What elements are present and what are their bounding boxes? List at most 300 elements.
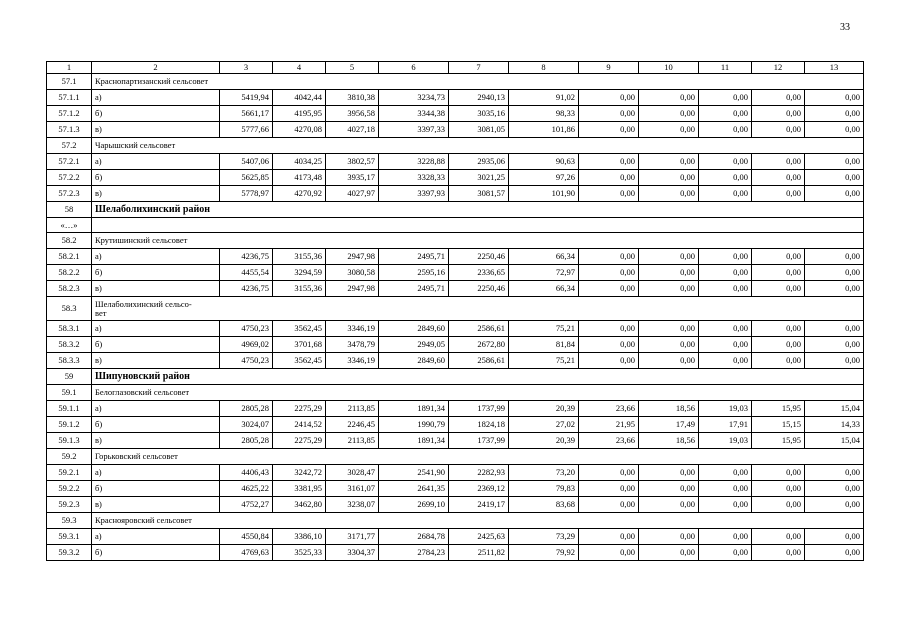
- group-row: [47, 138, 864, 154]
- value-cell: 98,33: [509, 106, 579, 122]
- column-header-12: 12: [752, 62, 805, 74]
- value-cell: 4195,95: [273, 106, 326, 122]
- value-cell: 2949,05: [379, 337, 449, 353]
- row-code: 59.1: [47, 385, 92, 401]
- value-cell: 0,00: [699, 481, 752, 497]
- value-cell: 2684,78: [379, 529, 449, 545]
- value-cell: 4406,43: [220, 465, 273, 481]
- value-cell: 1891,34: [379, 433, 449, 449]
- value-cell: 19,03: [699, 433, 752, 449]
- council-name: Краснояровский сельсовет: [92, 513, 864, 529]
- group-row: [47, 233, 864, 249]
- value-cell: 4752,27: [220, 497, 273, 513]
- value-cell: 5661,17: [220, 106, 273, 122]
- value-cell: 2947,98: [326, 249, 379, 265]
- value-cell: 0,00: [805, 337, 864, 353]
- value-cell: 0,00: [579, 170, 639, 186]
- row-variant: б): [92, 545, 220, 561]
- value-cell: 0,00: [579, 186, 639, 202]
- row-variant: б): [92, 337, 220, 353]
- row-variant: а): [92, 529, 220, 545]
- row-variant: б): [92, 481, 220, 497]
- column-header-7: 7: [449, 62, 509, 74]
- district-row: [47, 369, 864, 385]
- value-cell: 2699,10: [379, 497, 449, 513]
- table-row: [47, 353, 864, 369]
- district-name: Шелаболихинский район: [92, 202, 864, 218]
- value-cell: 20,39: [509, 401, 579, 417]
- value-cell: 2784,23: [379, 545, 449, 561]
- table-row: [47, 122, 864, 138]
- value-cell: 4969,02: [220, 337, 273, 353]
- value-cell: 18,56: [639, 401, 699, 417]
- value-cell: 3024,07: [220, 417, 273, 433]
- value-cell: 0,00: [805, 106, 864, 122]
- column-header-6: 6: [379, 62, 449, 74]
- value-cell: 3328,33: [379, 170, 449, 186]
- value-cell: 15,04: [805, 433, 864, 449]
- value-cell: 0,00: [639, 186, 699, 202]
- value-cell: 0,00: [639, 249, 699, 265]
- value-cell: 1737,99: [449, 401, 509, 417]
- row-code: 59.3.2: [47, 545, 92, 561]
- value-cell: 72,97: [509, 265, 579, 281]
- value-cell: 0,00: [579, 122, 639, 138]
- value-cell: 2250,46: [449, 249, 509, 265]
- value-cell: 5407,06: [220, 154, 273, 170]
- value-cell: 66,34: [509, 281, 579, 297]
- table-row: [47, 497, 864, 513]
- value-cell: 0,00: [699, 186, 752, 202]
- value-cell: 2849,60: [379, 321, 449, 337]
- value-cell: 3956,58: [326, 106, 379, 122]
- value-cell: 17,91: [699, 417, 752, 433]
- row-variant: б): [92, 417, 220, 433]
- row-variant: а): [92, 249, 220, 265]
- value-cell: 0,00: [805, 170, 864, 186]
- value-cell: 2275,29: [273, 401, 326, 417]
- value-cell: 1891,34: [379, 401, 449, 417]
- value-cell: 2369,12: [449, 481, 509, 497]
- value-cell: 0,00: [699, 337, 752, 353]
- value-cell: 2495,71: [379, 249, 449, 265]
- value-cell: 0,00: [805, 353, 864, 369]
- value-cell: 0,00: [639, 545, 699, 561]
- value-cell: 4750,23: [220, 321, 273, 337]
- value-cell: 3462,80: [273, 497, 326, 513]
- council-name: Чарышский сельсовет: [92, 138, 864, 154]
- value-cell: 17,49: [639, 417, 699, 433]
- row-code: 59.1.3: [47, 433, 92, 449]
- value-cell: 0,00: [752, 281, 805, 297]
- value-cell: 0,00: [752, 337, 805, 353]
- value-cell: 2586,61: [449, 353, 509, 369]
- value-cell: 3228,88: [379, 154, 449, 170]
- value-cell: 0,00: [805, 281, 864, 297]
- value-cell: 2495,71: [379, 281, 449, 297]
- value-cell: 0,00: [699, 154, 752, 170]
- value-cell: 27,02: [509, 417, 579, 433]
- value-cell: 2641,35: [379, 481, 449, 497]
- value-cell: 0,00: [579, 497, 639, 513]
- value-cell: 66,34: [509, 249, 579, 265]
- value-cell: 0,00: [752, 481, 805, 497]
- value-cell: 4173,48: [273, 170, 326, 186]
- omission-row: [47, 218, 864, 233]
- omission-fill: [92, 218, 864, 233]
- value-cell: 0,00: [639, 265, 699, 281]
- value-cell: 0,00: [699, 249, 752, 265]
- value-cell: 2511,82: [449, 545, 509, 561]
- value-cell: 0,00: [639, 106, 699, 122]
- value-cell: 0,00: [752, 106, 805, 122]
- row-variant: а): [92, 321, 220, 337]
- row-code: 57.2.3: [47, 186, 92, 202]
- value-cell: 0,00: [579, 281, 639, 297]
- value-cell: 79,83: [509, 481, 579, 497]
- value-cell: 0,00: [752, 154, 805, 170]
- value-cell: 3562,45: [273, 353, 326, 369]
- table-row: [47, 529, 864, 545]
- table-row: [47, 90, 864, 106]
- value-cell: 0,00: [699, 353, 752, 369]
- value-cell: 3562,45: [273, 321, 326, 337]
- value-cell: 4236,75: [220, 281, 273, 297]
- row-variant: а): [92, 465, 220, 481]
- value-cell: 2849,60: [379, 353, 449, 369]
- row-code: 59.3: [47, 513, 92, 529]
- value-cell: 3346,19: [326, 321, 379, 337]
- value-cell: 3242,72: [273, 465, 326, 481]
- value-cell: 2805,28: [220, 401, 273, 417]
- column-header-1: 1: [47, 62, 92, 74]
- row-code: 57.2.2: [47, 170, 92, 186]
- value-cell: 4042,44: [273, 90, 326, 106]
- value-cell: 0,00: [579, 529, 639, 545]
- value-cell: 18,56: [639, 433, 699, 449]
- value-cell: 2282,93: [449, 465, 509, 481]
- row-code: 58.3: [47, 297, 92, 321]
- value-cell: 2275,29: [273, 433, 326, 449]
- table-row: [47, 281, 864, 297]
- row-code: 59.1.2: [47, 417, 92, 433]
- value-cell: 0,00: [699, 281, 752, 297]
- value-cell: 0,00: [752, 545, 805, 561]
- value-cell: 3171,77: [326, 529, 379, 545]
- value-cell: 0,00: [579, 337, 639, 353]
- value-cell: 5419,94: [220, 90, 273, 106]
- value-cell: 0,00: [699, 106, 752, 122]
- value-cell: 0,00: [579, 90, 639, 106]
- value-cell: 3080,58: [326, 265, 379, 281]
- value-cell: 0,00: [639, 497, 699, 513]
- value-cell: 3478,79: [326, 337, 379, 353]
- value-cell: 0,00: [639, 337, 699, 353]
- row-code: 57.1.2: [47, 106, 92, 122]
- table-row: [47, 545, 864, 561]
- table-body: [47, 74, 864, 561]
- table-row: [47, 154, 864, 170]
- value-cell: 2113,85: [326, 433, 379, 449]
- council-name: Горьковский сельсовет: [92, 449, 864, 465]
- value-cell: 0,00: [752, 170, 805, 186]
- value-cell: 83,68: [509, 497, 579, 513]
- value-cell: 3935,17: [326, 170, 379, 186]
- row-code: 59.2.3: [47, 497, 92, 513]
- row-code: 57.1: [47, 74, 92, 90]
- value-cell: 2336,65: [449, 265, 509, 281]
- value-cell: 3234,73: [379, 90, 449, 106]
- value-cell: 0,00: [805, 497, 864, 513]
- row-code: 59.2.2: [47, 481, 92, 497]
- data-table: [46, 61, 864, 561]
- table-row: [47, 321, 864, 337]
- value-cell: 101,90: [509, 186, 579, 202]
- omission-mark: «…»: [47, 218, 92, 233]
- value-cell: 97,26: [509, 170, 579, 186]
- value-cell: 15,95: [752, 433, 805, 449]
- value-cell: 2947,98: [326, 281, 379, 297]
- value-cell: 3081,05: [449, 122, 509, 138]
- value-cell: 4769,63: [220, 545, 273, 561]
- value-cell: 20,39: [509, 433, 579, 449]
- table-row: [47, 186, 864, 202]
- column-header-5: 5: [326, 62, 379, 74]
- row-variant: в): [92, 497, 220, 513]
- value-cell: 73,20: [509, 465, 579, 481]
- value-cell: 4270,92: [273, 186, 326, 202]
- group-row: [47, 513, 864, 529]
- value-cell: 0,00: [752, 265, 805, 281]
- row-variant: а): [92, 401, 220, 417]
- value-cell: 5778,97: [220, 186, 273, 202]
- value-cell: 0,00: [805, 90, 864, 106]
- council-name: Краснопартизанский сельсовет: [92, 74, 864, 90]
- value-cell: 0,00: [805, 481, 864, 497]
- value-cell: 21,95: [579, 417, 639, 433]
- row-code: 58: [47, 202, 92, 218]
- value-cell: 4750,23: [220, 353, 273, 369]
- value-cell: 2419,17: [449, 497, 509, 513]
- value-cell: 0,00: [579, 265, 639, 281]
- value-cell: 0,00: [639, 481, 699, 497]
- column-header-2: 2: [92, 62, 220, 74]
- value-cell: 0,00: [805, 154, 864, 170]
- value-cell: 0,00: [579, 106, 639, 122]
- value-cell: 0,00: [579, 249, 639, 265]
- value-cell: 0,00: [579, 321, 639, 337]
- value-cell: 0,00: [805, 122, 864, 138]
- column-header-8: 8: [509, 62, 579, 74]
- value-cell: 2414,52: [273, 417, 326, 433]
- district-row: [47, 202, 864, 218]
- value-cell: 90,63: [509, 154, 579, 170]
- value-cell: 0,00: [699, 497, 752, 513]
- row-variant: б): [92, 106, 220, 122]
- value-cell: 14,33: [805, 417, 864, 433]
- row-code: 57.2.1: [47, 154, 92, 170]
- value-cell: 3294,59: [273, 265, 326, 281]
- value-cell: 0,00: [752, 90, 805, 106]
- value-cell: 3344,38: [379, 106, 449, 122]
- value-cell: 3397,93: [379, 186, 449, 202]
- value-cell: 0,00: [752, 321, 805, 337]
- value-cell: 3397,33: [379, 122, 449, 138]
- value-cell: 2595,16: [379, 265, 449, 281]
- value-cell: 0,00: [639, 90, 699, 106]
- value-cell: 3155,36: [273, 281, 326, 297]
- row-variant: б): [92, 265, 220, 281]
- value-cell: 0,00: [805, 321, 864, 337]
- value-cell: 73,29: [509, 529, 579, 545]
- table-row: [47, 106, 864, 122]
- row-code: 58.3.1: [47, 321, 92, 337]
- value-cell: 0,00: [805, 465, 864, 481]
- row-code: 57.2: [47, 138, 92, 154]
- row-variant: б): [92, 170, 220, 186]
- value-cell: 0,00: [752, 249, 805, 265]
- row-code: 58.2.1: [47, 249, 92, 265]
- value-cell: 3238,07: [326, 497, 379, 513]
- group-row: [47, 449, 864, 465]
- value-cell: 3810,38: [326, 90, 379, 106]
- value-cell: 4236,75: [220, 249, 273, 265]
- row-variant: в): [92, 433, 220, 449]
- header-row: [47, 62, 864, 74]
- value-cell: 75,21: [509, 353, 579, 369]
- value-cell: 0,00: [699, 90, 752, 106]
- table-row: [47, 481, 864, 497]
- row-variant: а): [92, 154, 220, 170]
- value-cell: 2586,61: [449, 321, 509, 337]
- value-cell: 3081,57: [449, 186, 509, 202]
- value-cell: 0,00: [639, 281, 699, 297]
- value-cell: 0,00: [805, 529, 864, 545]
- value-cell: 1990,79: [379, 417, 449, 433]
- row-code: 59.2: [47, 449, 92, 465]
- value-cell: 5625,85: [220, 170, 273, 186]
- row-code: 58.3.3: [47, 353, 92, 369]
- value-cell: 0,00: [699, 465, 752, 481]
- value-cell: 0,00: [805, 545, 864, 561]
- value-cell: 0,00: [639, 170, 699, 186]
- group-row: [47, 385, 864, 401]
- value-cell: 81,84: [509, 337, 579, 353]
- column-header-10: 10: [639, 62, 699, 74]
- table-row: [47, 249, 864, 265]
- value-cell: 5777,66: [220, 122, 273, 138]
- value-cell: 0,00: [752, 497, 805, 513]
- value-cell: 3802,57: [326, 154, 379, 170]
- value-cell: 3155,36: [273, 249, 326, 265]
- value-cell: 91,02: [509, 90, 579, 106]
- value-cell: 0,00: [752, 186, 805, 202]
- value-cell: 0,00: [805, 249, 864, 265]
- value-cell: 3021,25: [449, 170, 509, 186]
- column-header-9: 9: [579, 62, 639, 74]
- value-cell: 0,00: [752, 353, 805, 369]
- value-cell: 0,00: [699, 170, 752, 186]
- value-cell: 0,00: [699, 529, 752, 545]
- value-cell: 0,00: [639, 353, 699, 369]
- value-cell: 4027,18: [326, 122, 379, 138]
- row-code: 58.2.2: [47, 265, 92, 281]
- row-code: 57.1.3: [47, 122, 92, 138]
- value-cell: 0,00: [639, 122, 699, 138]
- row-code: 58.2: [47, 233, 92, 249]
- value-cell: 0,00: [579, 481, 639, 497]
- value-cell: 3035,16: [449, 106, 509, 122]
- value-cell: 3701,68: [273, 337, 326, 353]
- group-row: [47, 297, 864, 321]
- value-cell: 15,15: [752, 417, 805, 433]
- value-cell: 2940,13: [449, 90, 509, 106]
- value-cell: 0,00: [639, 465, 699, 481]
- table-row: [47, 433, 864, 449]
- value-cell: 0,00: [699, 545, 752, 561]
- row-code: 59.2.1: [47, 465, 92, 481]
- value-cell: 4027,97: [326, 186, 379, 202]
- value-cell: 0,00: [805, 265, 864, 281]
- column-header-13: 13: [805, 62, 864, 74]
- value-cell: 4455,54: [220, 265, 273, 281]
- value-cell: 0,00: [805, 186, 864, 202]
- value-cell: 15,04: [805, 401, 864, 417]
- value-cell: 0,00: [639, 321, 699, 337]
- value-cell: 1737,99: [449, 433, 509, 449]
- value-cell: 2935,06: [449, 154, 509, 170]
- row-code: 58.2.3: [47, 281, 92, 297]
- value-cell: 0,00: [639, 154, 699, 170]
- table-row: [47, 337, 864, 353]
- row-code: 59: [47, 369, 92, 385]
- row-code: 59.1.1: [47, 401, 92, 417]
- value-cell: 1824,18: [449, 417, 509, 433]
- value-cell: 2425,63: [449, 529, 509, 545]
- value-cell: 15,95: [752, 401, 805, 417]
- council-name: Белоглазовский сельсовет: [92, 385, 864, 401]
- value-cell: 0,00: [579, 353, 639, 369]
- row-variant: в): [92, 281, 220, 297]
- value-cell: 3386,10: [273, 529, 326, 545]
- value-cell: 2246,45: [326, 417, 379, 433]
- value-cell: 23,66: [579, 433, 639, 449]
- value-cell: 3028,47: [326, 465, 379, 481]
- table-row: [47, 465, 864, 481]
- value-cell: 0,00: [752, 529, 805, 545]
- table-row: [47, 265, 864, 281]
- value-cell: 0,00: [752, 122, 805, 138]
- page-number: 33: [840, 22, 850, 33]
- value-cell: 0,00: [579, 154, 639, 170]
- row-variant: в): [92, 122, 220, 138]
- value-cell: 4625,22: [220, 481, 273, 497]
- value-cell: 2250,46: [449, 281, 509, 297]
- value-cell: 23,66: [579, 401, 639, 417]
- council-name: Крутишинский сельсовет: [92, 233, 864, 249]
- value-cell: 3304,37: [326, 545, 379, 561]
- column-header-3: 3: [220, 62, 273, 74]
- group-row: [47, 74, 864, 90]
- value-cell: 0,00: [699, 265, 752, 281]
- value-cell: 4550,84: [220, 529, 273, 545]
- table-row: [47, 170, 864, 186]
- row-code: 58.3.2: [47, 337, 92, 353]
- value-cell: 2805,28: [220, 433, 273, 449]
- value-cell: 3381,95: [273, 481, 326, 497]
- value-cell: 0,00: [579, 465, 639, 481]
- row-code: 59.3.1: [47, 529, 92, 545]
